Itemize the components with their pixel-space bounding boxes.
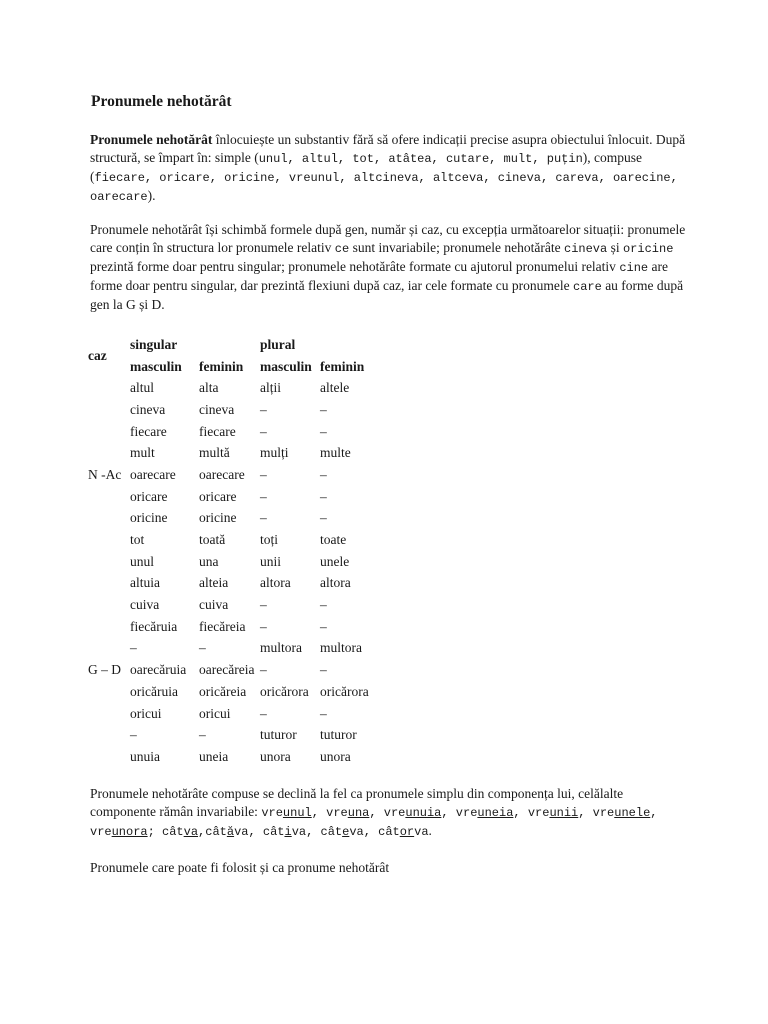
table-row bbox=[88, 681, 380, 703]
intro-bold: Pronumele nehotărât bbox=[90, 132, 213, 147]
cell-singular-masculin: – bbox=[130, 640, 137, 656]
cell-plural-feminin: altora bbox=[320, 575, 351, 591]
cell-plural-masculin: alții bbox=[260, 380, 281, 396]
cell-singular-masculin: oarecăruia bbox=[130, 662, 187, 678]
flexion-text-3: și bbox=[607, 240, 623, 255]
cell-plural-masculin: tuturor bbox=[260, 727, 297, 743]
cell-caz bbox=[88, 594, 130, 616]
cell-plural-masculin: toți bbox=[260, 532, 279, 548]
example-prefix: cât bbox=[162, 825, 184, 839]
cell-plural-feminin: altele bbox=[320, 380, 350, 396]
compound-paragraph bbox=[90, 785, 690, 841]
cell-caz: N -Ac bbox=[88, 466, 122, 482]
cell-caz bbox=[88, 442, 130, 464]
example-underlined: va bbox=[183, 825, 199, 839]
cell-singular-feminin: – bbox=[199, 640, 206, 656]
example-separator: ; bbox=[147, 825, 163, 839]
cell-plural-masculin: – bbox=[260, 618, 267, 634]
cell-plural-masculin: mulți bbox=[260, 445, 289, 461]
example-suffix: va bbox=[414, 825, 429, 839]
example-underlined: una bbox=[347, 806, 370, 820]
cell-plural-masculin: – bbox=[260, 662, 267, 678]
mono-cine: cine bbox=[619, 261, 649, 275]
example-prefix: vre bbox=[90, 825, 112, 839]
cell-plural-feminin: – bbox=[320, 510, 327, 526]
example-prefix: vre bbox=[326, 806, 348, 820]
cell-plural-feminin: tuturor bbox=[320, 727, 357, 743]
cell-singular-masculin: oricăruia bbox=[130, 683, 178, 699]
cell-plural-feminin: – bbox=[320, 705, 327, 721]
cell-singular-masculin: oricine bbox=[130, 510, 168, 526]
example-separator: , bbox=[369, 806, 384, 820]
header-singular: singular bbox=[130, 336, 178, 352]
example-separator: , bbox=[578, 806, 593, 820]
cell-singular-feminin: alteia bbox=[199, 575, 229, 591]
cell-plural-feminin: – bbox=[320, 597, 327, 613]
cell-singular-feminin: cuiva bbox=[199, 597, 229, 613]
cell-singular-masculin: tot bbox=[130, 532, 145, 548]
cell-singular-masculin: altuia bbox=[130, 575, 160, 591]
example-separator: , bbox=[513, 806, 528, 820]
cell-plural-feminin: – bbox=[320, 618, 327, 634]
table-row bbox=[88, 529, 380, 551]
table-row bbox=[88, 421, 380, 443]
cell-singular-feminin: – bbox=[199, 727, 206, 743]
table-header-row-2 bbox=[88, 356, 380, 378]
cell-plural-feminin: unele bbox=[320, 553, 350, 569]
cell-singular-feminin: multă bbox=[199, 445, 230, 461]
cell-plural-masculin: multora bbox=[260, 640, 302, 656]
mono-care: care bbox=[573, 280, 602, 294]
cell-singular-feminin: oricăreia bbox=[199, 683, 247, 699]
cell-singular-masculin: fiecare bbox=[130, 423, 167, 439]
example-prefix: vre bbox=[383, 806, 406, 820]
cell-singular-masculin: oarecare bbox=[130, 466, 176, 482]
cell-plural-feminin: – bbox=[320, 466, 327, 482]
example-separator: , bbox=[198, 825, 206, 839]
flexion-text-6: au forme după gen la G și D. bbox=[90, 278, 684, 312]
cell-plural-feminin: multe bbox=[320, 445, 351, 461]
cell-singular-masculin: cuiva bbox=[130, 597, 160, 613]
example-separator: , bbox=[311, 806, 327, 820]
table-row bbox=[88, 464, 380, 486]
cell-plural-masculin: – bbox=[260, 401, 267, 417]
intro-text-1: înlocuiește un substantiv fără să ofere indicații precise asupra obiectului înlocuit. După structură, se împart în: simple ( bbox=[90, 132, 686, 165]
cell-plural-feminin: – bbox=[320, 488, 327, 504]
example-prefix: vre bbox=[527, 806, 550, 820]
cell-singular-feminin: toată bbox=[199, 532, 226, 548]
cell-caz bbox=[88, 703, 130, 725]
cell-singular-masculin: oricare bbox=[130, 488, 168, 504]
cell-singular-feminin: oricine bbox=[199, 510, 237, 526]
simple-pronouns-list: unul, altul, tot, atâtea, cutare, mult, puțin bbox=[258, 152, 583, 166]
table-row bbox=[88, 616, 380, 638]
example-suffix: va bbox=[349, 825, 364, 839]
intro-text-2: ), compuse ( bbox=[90, 150, 643, 184]
example-underlined: unii bbox=[549, 806, 579, 820]
cell-caz bbox=[88, 573, 130, 595]
cell-caz bbox=[88, 377, 130, 399]
example-separator: , bbox=[248, 825, 263, 839]
table-row bbox=[88, 399, 380, 421]
flexion-text-5: are forme doar pentru singular, dar prezintă flexiuni după caz, iar cele formate cu pronumele bbox=[90, 259, 668, 293]
cell-plural-masculin: unora bbox=[260, 748, 291, 764]
compound-end: . bbox=[428, 823, 432, 838]
table-row bbox=[88, 724, 380, 746]
example-separator: , bbox=[306, 825, 321, 839]
example-underlined: uneia bbox=[477, 806, 514, 820]
mono-oricine: oricine bbox=[622, 242, 674, 256]
page-title: Pronumele nehotărât bbox=[91, 93, 232, 110]
table-row bbox=[88, 442, 380, 464]
table-row bbox=[88, 486, 380, 508]
declension-table bbox=[88, 334, 380, 768]
example-prefix: cât bbox=[320, 825, 343, 839]
cell-singular-masculin: unuia bbox=[130, 748, 160, 764]
cell-singular-feminin: oarecăreia bbox=[199, 662, 255, 678]
cell-singular-feminin: fiecăreia bbox=[199, 618, 246, 634]
compound-text: Pronumele nehotărâte compuse se declină la fel ca pronumele simplu din componența lui, celălalte componente rămân invariabile: bbox=[90, 786, 624, 819]
example-underlined: ă bbox=[226, 825, 235, 839]
cell-singular-feminin: alta bbox=[199, 380, 219, 396]
example-suffix: va bbox=[291, 825, 307, 839]
table-row bbox=[88, 746, 380, 768]
table-row bbox=[88, 573, 380, 595]
cell-singular-masculin: unul bbox=[130, 553, 155, 569]
example-underlined: e bbox=[342, 825, 350, 839]
cell-singular-masculin: cineva bbox=[130, 401, 166, 417]
mono-ce: ce bbox=[334, 242, 350, 256]
cell-singular-feminin: uneia bbox=[199, 748, 229, 764]
compound-pronouns-list: fiecare, oricare, oricine, vreunul, altcineva, altceva, cineva, careva, oarecine, oarecare bbox=[90, 171, 678, 204]
example-separator: , bbox=[441, 806, 456, 820]
cell-caz bbox=[88, 551, 130, 573]
table-row bbox=[88, 659, 380, 681]
cell-plural-masculin: – bbox=[260, 510, 267, 526]
example-prefix: cât bbox=[378, 825, 400, 839]
cell-caz bbox=[88, 508, 130, 530]
cell-singular-masculin: – bbox=[130, 727, 137, 743]
example-underlined: or bbox=[399, 825, 415, 839]
flexion-text-4: prezintă forme doar pentru singular; pronumele nehotărâte formate cu ajutorul pronumelui relativ bbox=[90, 259, 620, 274]
cell-singular-feminin: cineva bbox=[199, 401, 235, 417]
table-row bbox=[88, 594, 380, 616]
table-row bbox=[88, 703, 380, 725]
cell-caz bbox=[88, 746, 130, 768]
cell-plural-feminin: toate bbox=[320, 532, 347, 548]
cell-plural-masculin: – bbox=[260, 423, 267, 439]
cell-caz bbox=[88, 638, 130, 660]
cell-plural-masculin: – bbox=[260, 597, 267, 613]
cell-singular-masculin: mult bbox=[130, 445, 155, 461]
table-row bbox=[88, 638, 380, 660]
example-prefix: cât bbox=[205, 825, 227, 839]
intro-paragraph bbox=[90, 131, 690, 206]
example-underlined: i bbox=[284, 825, 292, 839]
cell-singular-feminin: oricui bbox=[199, 705, 231, 721]
last-paragraph: Pronumele care poate fi folosit și ca pronume nehotărât bbox=[90, 860, 390, 875]
header-plural-feminin: feminin bbox=[320, 358, 365, 374]
cell-singular-masculin: fiecăruia bbox=[130, 618, 178, 634]
flexion-text-1: Pronumele nehotărât își schimbă formele după gen, număr și caz, cu excepția următoarelor situații: pronumele care conțin în structura lor pronumele relativ bbox=[90, 222, 686, 255]
header-singular-feminin: feminin bbox=[199, 358, 244, 374]
cell-plural-feminin: oricărora bbox=[320, 683, 369, 699]
table-row bbox=[88, 377, 380, 399]
cell-plural-feminin: – bbox=[320, 662, 327, 678]
cell-plural-masculin: – bbox=[260, 488, 267, 504]
example-separator: , bbox=[650, 806, 658, 820]
cell-plural-feminin: – bbox=[320, 401, 327, 417]
example-underlined: unora bbox=[111, 825, 148, 839]
cell-singular-feminin: oricare bbox=[199, 488, 237, 504]
cell-caz bbox=[88, 616, 130, 638]
cell-plural-masculin: unii bbox=[260, 553, 282, 569]
header-singular-masculin: masculin bbox=[130, 358, 182, 374]
cell-plural-masculin: – bbox=[260, 705, 267, 721]
table-row bbox=[88, 551, 380, 573]
cell-caz bbox=[88, 681, 130, 703]
example-underlined: unul bbox=[282, 806, 312, 820]
example-separator: , bbox=[363, 825, 379, 839]
cell-caz bbox=[88, 529, 130, 551]
flexion-paragraph bbox=[90, 221, 690, 314]
example-prefix: vre bbox=[592, 806, 615, 820]
cell-plural-feminin: multora bbox=[320, 640, 362, 656]
cell-singular-masculin: altul bbox=[130, 380, 154, 396]
cell-caz bbox=[88, 486, 130, 508]
intro-text-3: ). bbox=[147, 188, 156, 203]
header-plural: plural bbox=[260, 336, 296, 352]
cell-singular-masculin: oricui bbox=[130, 705, 162, 721]
table-header-row-1 bbox=[88, 334, 380, 356]
header-caz: caz bbox=[88, 347, 107, 363]
cell-singular-feminin: oarecare bbox=[199, 466, 245, 482]
cell-caz bbox=[88, 399, 130, 421]
mono-cineva: cineva bbox=[564, 242, 608, 256]
example-underlined: unele bbox=[614, 806, 651, 820]
example-prefix: vre bbox=[261, 806, 283, 820]
example-prefix: vre bbox=[455, 806, 478, 820]
example-underlined: unuia bbox=[405, 806, 442, 820]
example-prefix: cât bbox=[262, 825, 285, 839]
flexion-text-2: sunt invariabile; pronumele nehotărâte bbox=[349, 240, 564, 255]
cell-caz bbox=[88, 724, 130, 746]
cell-plural-masculin: oricărora bbox=[260, 683, 309, 699]
cell-caz bbox=[88, 421, 130, 443]
cell-singular-feminin: una bbox=[199, 553, 219, 569]
cell-plural-feminin: – bbox=[320, 423, 327, 439]
cell-plural-feminin: unora bbox=[320, 748, 351, 764]
example-suffix: va bbox=[234, 825, 249, 839]
table-row bbox=[88, 508, 380, 530]
cell-plural-masculin: altora bbox=[260, 575, 291, 591]
cell-plural-masculin: – bbox=[260, 466, 267, 482]
header-plural-masculin: masculin bbox=[260, 358, 312, 374]
cell-singular-feminin: fiecare bbox=[199, 423, 236, 439]
table-body bbox=[88, 377, 380, 767]
cell-caz: G – D bbox=[88, 662, 121, 678]
